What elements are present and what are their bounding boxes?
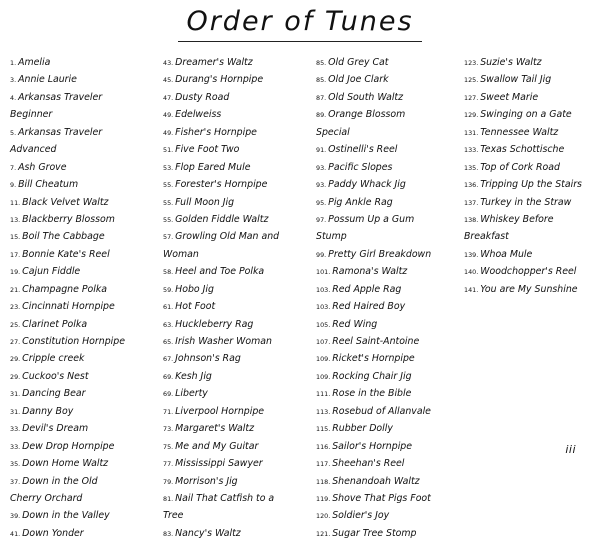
tune-list-item [316,159,461,176]
tune-page-number: 53. [163,163,174,172]
tune-page-number: 101. [316,268,331,277]
tune-list-item [464,194,598,211]
tune-title: Pretty Girl Breakdown [328,248,432,260]
tune-list-item [316,333,461,350]
tune-title: Devil's Dream [22,423,89,435]
tune-title: Cuckoo's Nest [22,370,89,382]
tune-column-2 [163,54,313,542]
tune-page-number: 109. [316,355,331,364]
tune-list-item [163,333,313,350]
tune-title: Stump [316,231,347,243]
tune-page-number: 103. [316,285,331,294]
tune-title: Shenandoah Waltz [332,475,420,487]
tune-list-item-continuation [316,228,461,245]
tune-title: Constitution Hornpipe [22,336,125,347]
tune-list-item [10,54,160,71]
tune-page-number: 41. [10,529,21,538]
tune-page-number: 123. [464,59,479,67]
tune-title: Cripple creek [22,353,85,365]
tune-list-item [316,420,461,437]
tune-title: Kesh Jig [175,370,212,382]
tune-page-number: 49. [163,111,174,120]
tune-page-number: 65. [163,338,174,346]
tune-title: Ricket's Hornpipe [332,353,415,365]
tune-list-item [163,176,313,193]
tune-title: Arkansas Traveler [18,91,103,103]
tune-list-item [464,71,598,88]
tune-title: Suzie's Waltz [480,57,542,68]
tune-title: Rubber Dolly [332,423,393,435]
tune-page-number: 11. [10,198,21,207]
tune-list-item [10,228,160,245]
tune-page-number: 99. [316,250,327,259]
page-number: iii [565,443,576,456]
tune-title: Arkansas Traveler [18,126,103,138]
tune-page-number: 121. [316,529,331,538]
tune-list-item [464,124,598,141]
tune-page-number: 115. [316,425,331,434]
tune-list-item [464,246,598,263]
tune-title: Golden Fiddle Waltz [175,213,269,225]
tune-page-number: 5. [10,128,17,137]
tune-page-number: 55. [163,198,174,207]
tune-title: Whiskey Before [480,213,554,225]
tune-page-number: 105. [316,320,331,329]
tune-page-number: 17. [10,250,21,259]
tune-list-item [464,211,598,228]
tune-list-item-continuation [316,124,461,141]
tune-title: Top of Cork Road [480,161,560,173]
tune-page-number: 137. [464,198,479,207]
tune-list-item [163,89,313,106]
tune-title: You are My Sunshine [480,283,578,295]
tune-list-item [10,333,160,350]
tune-title: Fisher's Hornpipe [175,126,257,138]
tune-list-item [464,89,598,106]
tune-title: Sailor's Hornpipe [332,440,413,452]
tune-page-number: 3. [10,76,17,85]
tune-title: Annie Laurie [18,74,77,86]
tune-title: Clarinet Polka [22,318,88,330]
tune-title: Orange Blossom [328,109,406,121]
tune-page-number: 39. [10,512,21,521]
tune-page-number: 97. [316,215,327,224]
tune-list-item [10,124,160,141]
tune-title: Texas Schottische [480,144,565,156]
tune-page-number: 37. [10,477,21,486]
tune-list-item [163,54,313,71]
tune-page-number: 120. [316,512,331,521]
tune-page-number: 47. [163,93,174,102]
tune-page-number: 31. [10,390,21,399]
tune-list-item [316,194,461,211]
tune-title: Nail That Catfish to a [175,492,275,504]
tune-list-item [163,316,313,333]
tune-page-number: 63. [163,320,174,329]
tune-page-number: 135. [464,163,479,172]
tune-list-item [163,298,313,315]
tune-column-1 [10,54,160,542]
tune-title: Ash Grove [18,161,67,173]
tune-list-item [163,211,313,228]
tune-list-item [10,263,160,280]
tune-list-item [10,71,160,88]
tune-list-item [10,316,160,333]
tune-page-number: 29. [10,355,21,364]
tune-title: Morrison's Jig [175,475,238,487]
tune-list-item [316,316,461,333]
tune-title: Down Yonder [22,527,84,539]
tune-title: Woodchopper's Reel [480,266,577,278]
tune-list-item [163,228,313,245]
tune-list-item [464,281,598,298]
tune-page-number: 57. [163,233,174,242]
tune-list-item [10,89,160,106]
tune-page-number: 45. [163,76,174,85]
tune-list-item [316,54,461,71]
tune-page-number: 109. [316,372,331,381]
tune-list-item [163,385,313,402]
tune-page-number: 7. [10,163,17,172]
tune-page-number: 58. [163,268,174,277]
tune-list-item [10,385,160,402]
tune-title: Cincinnati Hornpipe [22,301,115,313]
tune-list-item [10,473,160,490]
tune-page-number: 136. [464,181,479,190]
tune-list-item [464,106,598,123]
tune-title: Five Foot Two [175,144,240,156]
title-underline [178,41,422,42]
tune-page-number: 15. [10,233,21,242]
tune-title: Possum Up a Gum [328,213,415,225]
tune-list-item [464,141,598,158]
tune-title: Ostinelli's Reel [328,144,398,156]
tune-list-item [316,525,461,542]
tune-page-number: 93. [316,163,327,172]
tune-list-item [316,71,461,88]
tune-page-number: 117. [316,460,331,469]
tune-list-item [10,525,160,542]
tune-list-item [163,263,313,280]
tune-list-item-continuation [464,228,598,245]
tune-title: Johnson's Rag [175,353,241,365]
tune-list-item [316,385,461,402]
tune-list-item [316,350,461,367]
tune-page-number: 29. [10,372,21,381]
tune-list-item [163,368,313,385]
tune-title: Nancy's Waltz [175,527,241,539]
tune-page-number: 85. [316,76,327,85]
tune-list-item [163,106,313,123]
tune-title: Huckleberry Rag [175,318,254,330]
tune-list-item [10,420,160,437]
tune-page-number: 103. [316,303,331,312]
tune-list-item [10,350,160,367]
tune-list-item [316,246,461,263]
tune-title: Dew Drop Hornpipe [22,440,115,452]
tune-title: Paddy Whack Jig [328,179,406,191]
tune-page-number: 129. [464,111,479,120]
tune-list-item [316,490,461,507]
tune-page-number: 131. [464,128,479,137]
tune-title: Danny Boy [22,405,74,417]
tune-title: Swallow Tail Jig [480,74,552,86]
tune-title: Rose in the Bible [332,388,412,400]
tune-column-3 [316,54,461,542]
tune-list-item-continuation [10,490,160,507]
tune-title: Turkey in the Straw [480,196,572,208]
tune-title: Sugar Tree Stomp [332,527,417,539]
tune-list-item [316,403,461,420]
tune-page-number: 31. [10,407,21,416]
tune-list-item [10,194,160,211]
tune-list-item-continuation [163,507,313,524]
tune-title: Rosebud of Allanvale [332,405,431,417]
tune-page-number: 91. [316,146,327,155]
tune-title: Champagne Polka [22,283,108,295]
tune-title: Heel and Toe Polka [175,266,265,278]
tune-title: Special [316,126,350,138]
tune-page-number: 140. [464,268,479,277]
tune-list-item [10,281,160,298]
tune-page-number: 116. [316,442,331,451]
tune-list-item [10,507,160,524]
tune-page-number: 43. [163,59,174,67]
tune-title: Bonnie Kate's Reel [22,248,110,260]
tune-title: Down in the Valley [22,510,110,522]
tune-list-item [464,263,598,280]
tune-page-number: 73. [163,425,174,434]
tune-page-number: 89. [316,111,327,120]
tune-title: Tree [163,510,184,522]
tune-list-item [316,141,461,158]
tune-title: Full Moon Jig [175,196,235,208]
tune-page-number: 33. [10,425,21,434]
tune-list-item-continuation [163,246,313,263]
tune-list-item [163,490,313,507]
tune-page-number: 118. [316,477,331,486]
tune-title: Tennessee Waltz [480,126,559,138]
tune-list-item [163,403,313,420]
tune-page-number: 35. [10,460,21,469]
tune-list-item [316,89,461,106]
tune-page-number: 81. [163,494,174,503]
tune-list-item [163,159,313,176]
tune-list-item [10,159,160,176]
tune-title: Me and My Guitar [175,440,259,452]
tune-title: Down Home Waltz [22,458,109,470]
tune-page-number: 71. [163,407,174,416]
tune-page-number: 133. [464,146,479,155]
tune-title: Growling Old Man and [175,231,280,243]
tune-title: Mississippi Sawyer [175,458,263,470]
tune-list-item [464,176,598,193]
tune-title: Old Grey Cat [328,57,389,68]
tune-title: Hobo Jig [175,283,214,295]
tune-list-item-continuation [10,106,160,123]
tune-page-number: 107. [316,338,331,346]
tune-list-item [10,368,160,385]
tune-list-item [10,211,160,228]
tune-page-number: 27. [10,338,21,346]
tune-page-number: 87. [316,93,327,102]
tune-list-item [163,350,313,367]
tune-page-number: 21. [10,285,21,294]
tune-page-number: 111. [316,390,331,399]
tune-list-item [316,106,461,123]
page-title: Order of Tunes [186,6,414,37]
tune-page-number: 77. [163,460,174,469]
tune-list-item [163,420,313,437]
tune-page-number: 4. [10,93,17,102]
tune-title: Forester's Hornpipe [175,179,268,191]
tune-title: Reel Saint-Antoine [332,336,420,347]
tune-page-number: 51. [163,146,174,155]
tune-page-number: 85. [316,59,327,67]
tune-page-number: 95. [316,198,327,207]
tune-title: Soldier's Joy [332,510,390,522]
tune-title: Swinging on a Gate [480,109,572,121]
tune-list-item [316,263,461,280]
tune-page-number: 83. [163,529,174,538]
tune-list-item [10,403,160,420]
tune-title: Blackberry Blossom [22,213,115,225]
tune-page-number: 55. [163,215,174,224]
tune-page-number: 13. [10,215,21,224]
tune-list-item [316,473,461,490]
tune-list-item [163,124,313,141]
tune-list-item [316,368,461,385]
tune-title: Liberty [175,388,208,400]
tune-title: Edelweiss [175,109,222,121]
tune-title: Durang's Hornpipe [175,74,264,86]
tune-list-item [163,438,313,455]
tune-title: Whoa Mule [480,248,533,260]
tune-list-item [163,281,313,298]
tune-list-item [316,176,461,193]
tune-page-number: 75. [163,442,174,451]
tune-page-number: 55. [163,181,174,190]
tune-title: Ramona's Waltz [332,266,408,278]
tune-page-number: 79. [163,477,174,486]
tune-title: Pacific Slopes [328,161,393,173]
tune-list-item [163,473,313,490]
tune-title: Old South Waltz [328,91,404,103]
tune-list-item [10,438,160,455]
tune-page-number: 49. [163,128,174,137]
tune-list-item [316,298,461,315]
tune-page-number: 19. [10,268,21,277]
tune-title: Red Apple Rag [332,283,402,295]
tune-title: Flop Eared Mule [175,161,251,173]
tune-title: Cajun Fiddle [22,266,81,278]
tune-title: Shove That Pigs Foot [332,492,431,504]
tune-title: Boil The Cabbage [22,231,105,243]
tune-title: Pig Ankle Rag [328,196,393,208]
tune-title: Breakfast [464,231,509,243]
tune-list-item [316,438,461,455]
tune-page-number: 33. [10,442,21,451]
tune-page-number: 59. [163,285,174,294]
tune-page-number: 138. [464,215,479,224]
tune-list-item [10,298,160,315]
tune-title: Old Joe Clark [328,74,389,86]
tune-list-item [163,141,313,158]
tune-page-number: 119. [316,494,331,503]
tune-list-item [464,54,598,71]
tune-title: Irish Washer Woman [175,336,272,347]
tune-list-item [316,281,461,298]
tune-list-item [10,176,160,193]
tune-title: Liverpool Hornpipe [175,405,265,417]
tune-page-number: 69. [163,372,174,381]
tune-title: Red Wing [332,318,378,330]
tune-title: Tripping Up the Stairs [480,179,582,191]
tune-title: Bill Cheatum [18,179,79,191]
tune-page-number: 113. [316,407,331,416]
tune-list-item [163,71,313,88]
tune-title: Down in the Old [22,475,98,487]
tune-title: Margaret's Waltz [175,423,254,435]
tune-list-item [163,194,313,211]
tune-title: Cherry Orchard [10,492,83,504]
tune-page-number: 23. [10,303,21,312]
tune-list-item [10,246,160,263]
tune-title: Dusty Road [175,91,230,103]
tune-page-number: 1. [10,59,17,67]
tune-page-number: 127. [464,93,479,102]
tune-title: Rocking Chair Jig [332,370,412,382]
tune-title: Amelia [18,57,51,68]
tune-title: Woman [163,248,199,260]
tune-list-item-continuation [10,141,160,158]
tune-list-item [316,211,461,228]
tune-title: Black Velvet Waltz [22,196,109,208]
tune-title: Sweet Marie [480,91,539,103]
tune-title: Dreamer's Waltz [175,57,253,68]
tune-title: Beginner [10,109,53,121]
tune-page-number: 61. [163,303,174,312]
tune-page-number: 141. [464,285,479,294]
tune-title: Red Haired Boy [332,301,406,313]
tune-title: Dancing Bear [22,388,86,400]
tune-title: Advanced [10,144,57,156]
tune-page-number: 25. [10,320,21,329]
tune-list-item [464,159,598,176]
tune-page-number: 69. [163,390,174,399]
tune-page-number: 9. [10,181,17,190]
tune-title: Hot Foot [175,301,216,313]
tune-page-number: 93. [316,181,327,190]
tune-list-item [316,507,461,524]
tune-page-number: 139. [464,250,479,259]
tune-column-4 [464,54,598,298]
tune-title: Sheehan's Reel [332,458,405,470]
tune-list-item [163,525,313,542]
tune-page-number: 67. [163,355,174,364]
tune-page-number: 125. [464,76,479,85]
